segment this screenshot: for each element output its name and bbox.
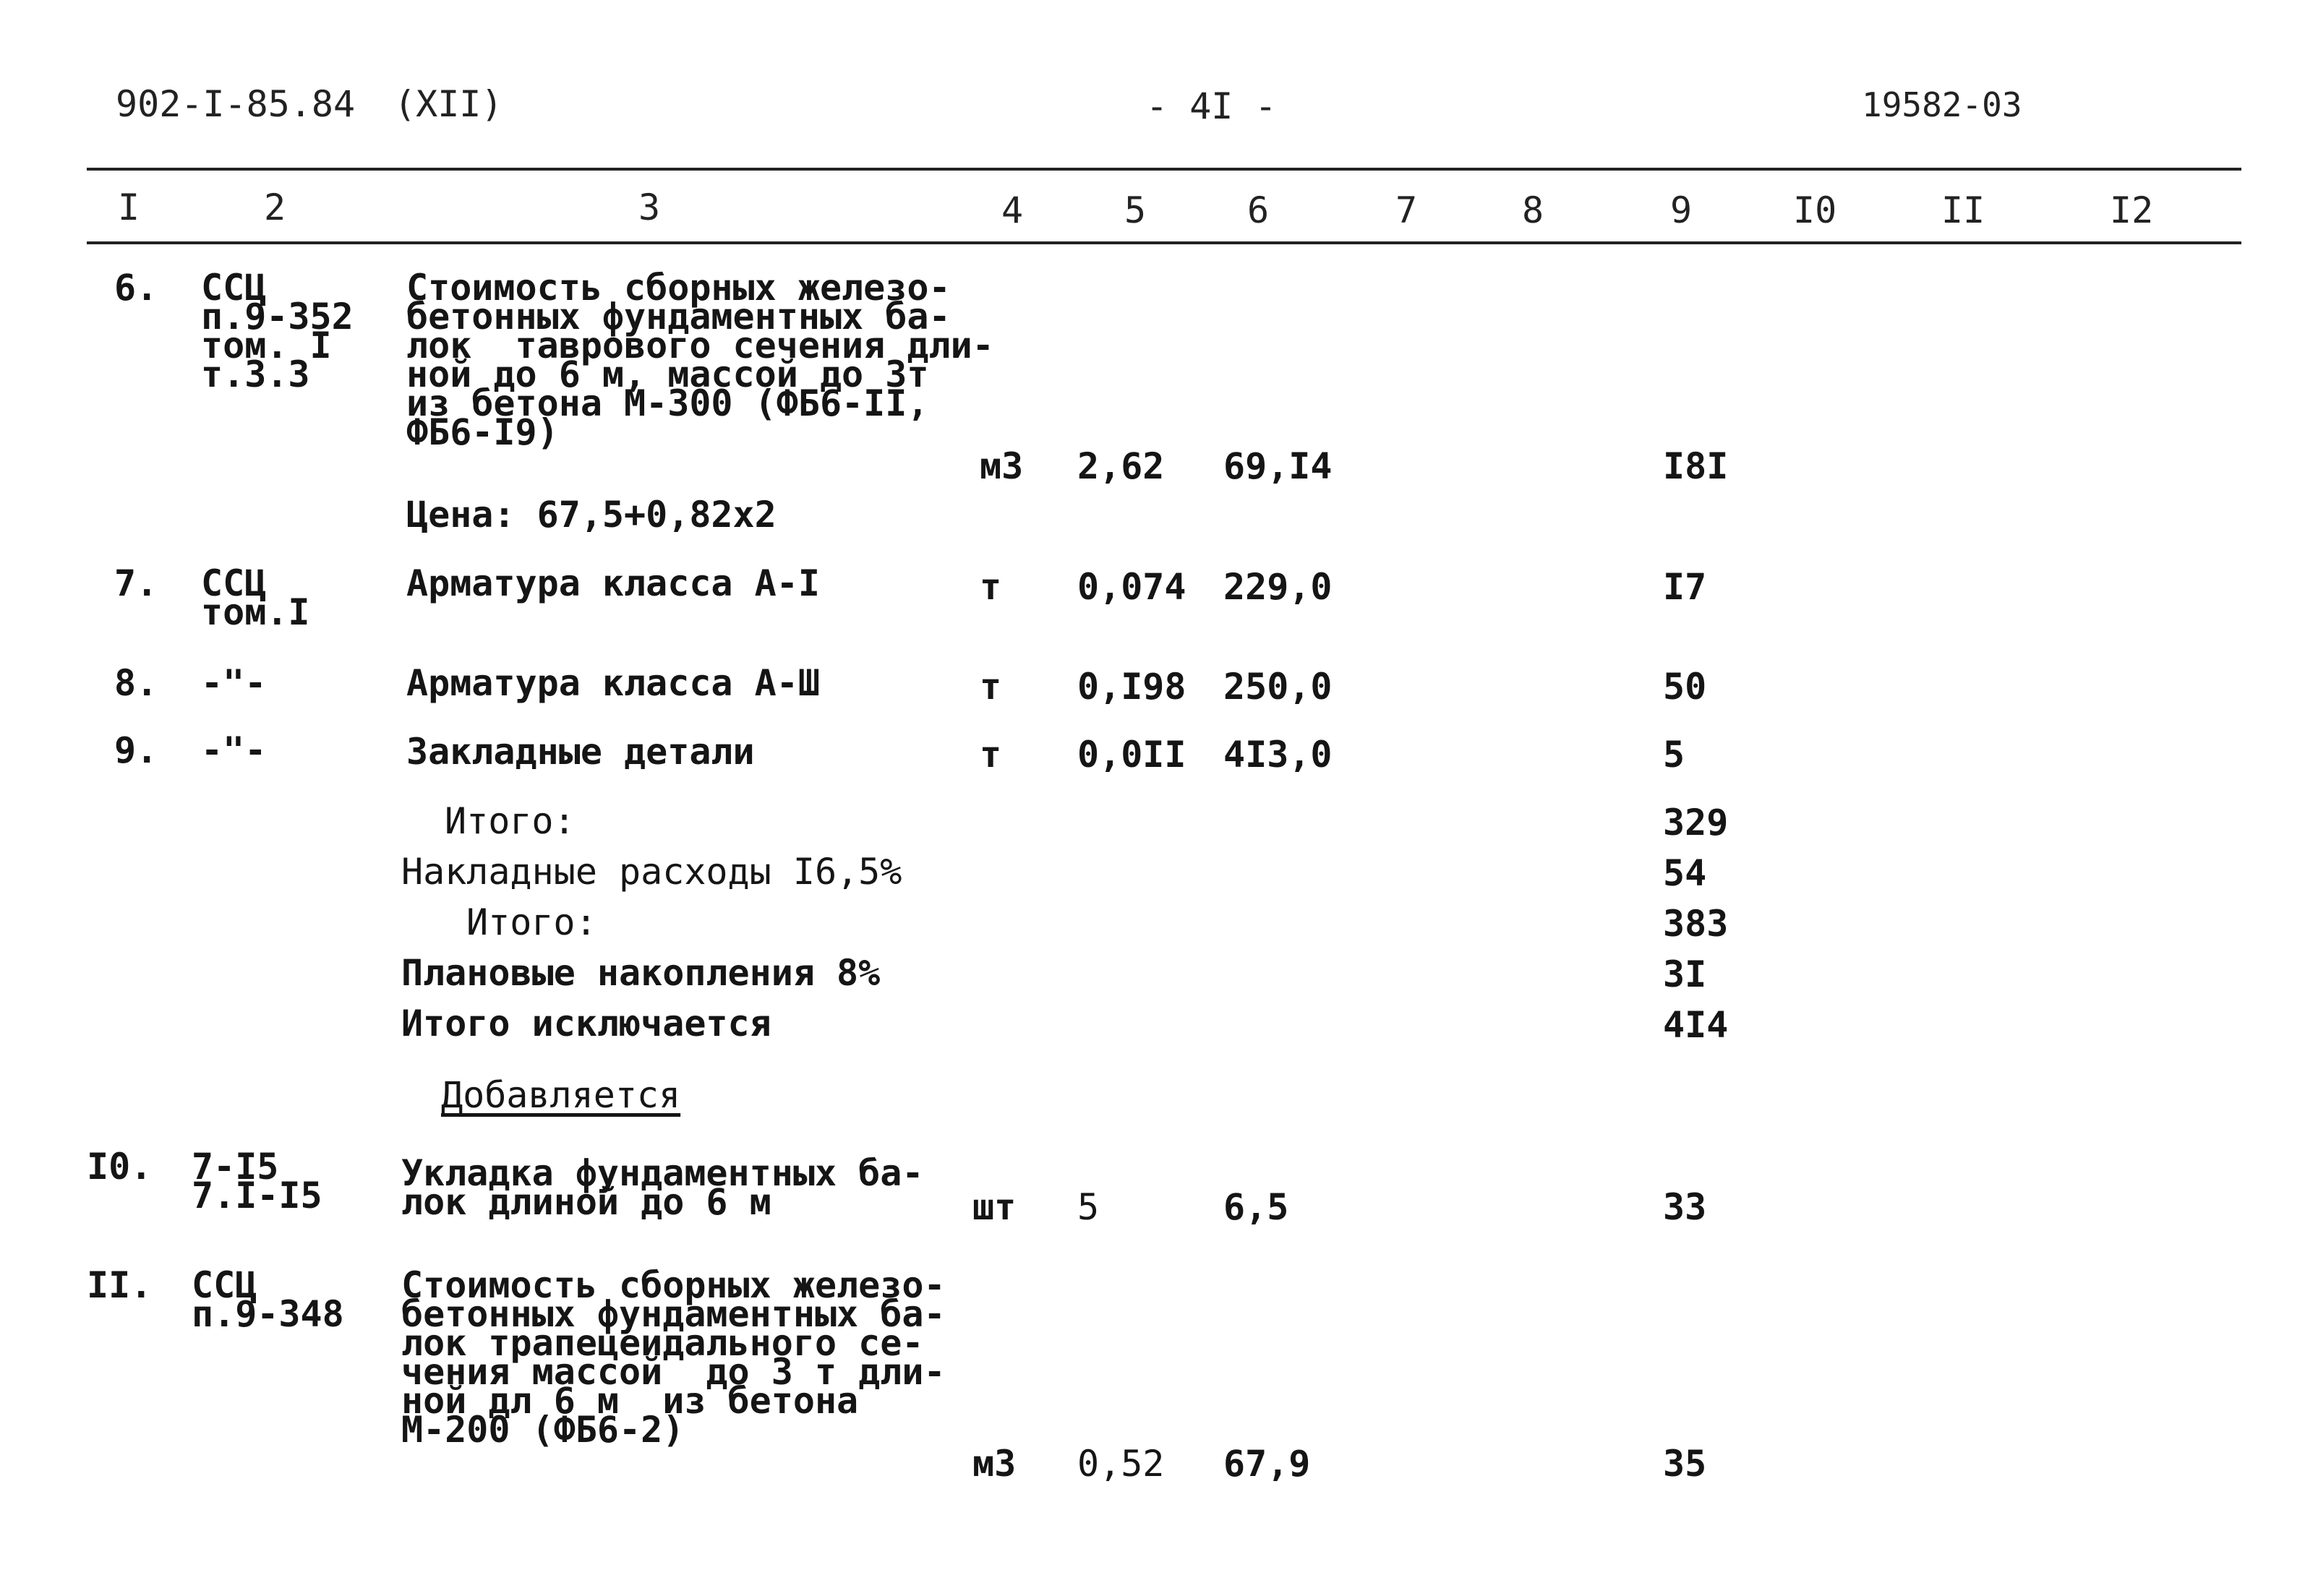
- row-reference: ССЦ п.9-348: [192, 1264, 344, 1335]
- summary-value: 4I4: [1663, 1004, 1729, 1046]
- row-number: 9.: [114, 729, 158, 771]
- row-unit: т: [980, 666, 1002, 708]
- row-reference: -"-: [201, 662, 267, 704]
- row-unit: шт: [972, 1186, 1017, 1228]
- row-description: Укладка фундаментных ба- лок длиной до 6 м: [401, 1152, 924, 1223]
- column-header: 2: [264, 186, 286, 228]
- row-quantity: 2,62: [1077, 445, 1165, 487]
- header-bottom-rule: [87, 241, 2241, 244]
- row-description: Закладные детали: [406, 731, 755, 773]
- row-total: I8I: [1663, 445, 1729, 487]
- column-header: 7: [1395, 189, 1418, 231]
- row-number: 7.: [114, 562, 158, 604]
- column-header: II: [1941, 189, 1985, 231]
- row-number: II.: [87, 1264, 153, 1306]
- row-quantity: 5: [1077, 1186, 1100, 1228]
- row-unit: м3: [972, 1443, 1017, 1485]
- document-code: 902-I-85.84: [116, 83, 356, 125]
- summary-value: 329: [1663, 802, 1729, 844]
- column-header: 5: [1124, 189, 1147, 231]
- row-total: I7: [1663, 566, 1707, 608]
- row-quantity: 0,52: [1077, 1443, 1165, 1485]
- row-description: Арматура класса А-I: [406, 562, 820, 604]
- column-header: 4: [1001, 189, 1024, 231]
- row-price: 69,I4: [1223, 445, 1333, 487]
- row-number: I0.: [87, 1146, 153, 1188]
- row-price: 250,0: [1223, 666, 1333, 708]
- row-price-note: Цена: 67,5+0,82х2: [406, 494, 777, 536]
- row-quantity: 0,074: [1077, 566, 1186, 608]
- column-header: I2: [2110, 189, 2154, 231]
- inventory-number: 19582-03: [1862, 85, 2022, 124]
- row-description: Арматура класса А-Ш: [406, 662, 820, 704]
- row-unit: м3: [980, 445, 1024, 487]
- row-reference: ССЦ том.I: [201, 562, 310, 633]
- row-price: 67,9: [1223, 1443, 1311, 1485]
- page-number: - 4I -: [1146, 85, 1277, 127]
- column-header: I: [118, 186, 140, 228]
- row-quantity: 0,I98: [1077, 666, 1186, 708]
- header-top-rule: [87, 168, 2241, 171]
- row-total: 33: [1663, 1186, 1707, 1228]
- row-reference: 7-I5 7.I-I5: [192, 1146, 322, 1217]
- row-total: 50: [1663, 666, 1707, 708]
- summary-label: Итого исключается: [401, 1003, 771, 1044]
- row-description: Стоимость сборных железо- бетонных фундаментных ба- лок трапецеидального се- чения массой до 3 т дли- ной дл 6 м из бетона М-200 (ФБ6-2): [401, 1264, 946, 1451]
- row-price: 4I3,0: [1223, 734, 1333, 776]
- summary-label: Итого:: [445, 800, 576, 842]
- row-reference: ССЦ п.9-352 том. I т.3.3: [201, 267, 354, 395]
- section-heading: Добавляется: [441, 1074, 681, 1116]
- row-reference: -"-: [201, 729, 267, 771]
- row-price: 6,5: [1223, 1186, 1289, 1228]
- summary-value: 383: [1663, 903, 1729, 945]
- row-number: 6.: [114, 267, 158, 309]
- column-header: I0: [1793, 189, 1837, 231]
- row-total: 5: [1663, 734, 1685, 776]
- column-header: 8: [1522, 189, 1544, 231]
- row-price: 229,0: [1223, 566, 1333, 608]
- column-header: 9: [1670, 189, 1693, 231]
- summary-value: 3I: [1663, 953, 1707, 995]
- summary-label: Накладные расходы I6,5%: [401, 851, 902, 893]
- row-total: 35: [1663, 1443, 1707, 1485]
- summary-label: Плановые накопления 8%: [401, 952, 881, 994]
- row-unit: т: [980, 734, 1002, 776]
- row-quantity: 0,0II: [1077, 734, 1186, 776]
- row-description: Стоимость сборных железо- бетонных фундаментных ба- лок таврового сечения дли- ной до 6 м, массой до 3т из бетона М-300 (ФБ6-II, ФБ6-I9): [406, 267, 994, 453]
- row-unit: т: [980, 566, 1002, 608]
- column-header: 6: [1247, 189, 1270, 231]
- column-header: 3: [638, 186, 661, 228]
- summary-value: 54: [1663, 852, 1707, 894]
- row-number: 8.: [114, 662, 158, 704]
- summary-label: Итого:: [466, 901, 597, 943]
- section-number: (XII): [394, 83, 503, 125]
